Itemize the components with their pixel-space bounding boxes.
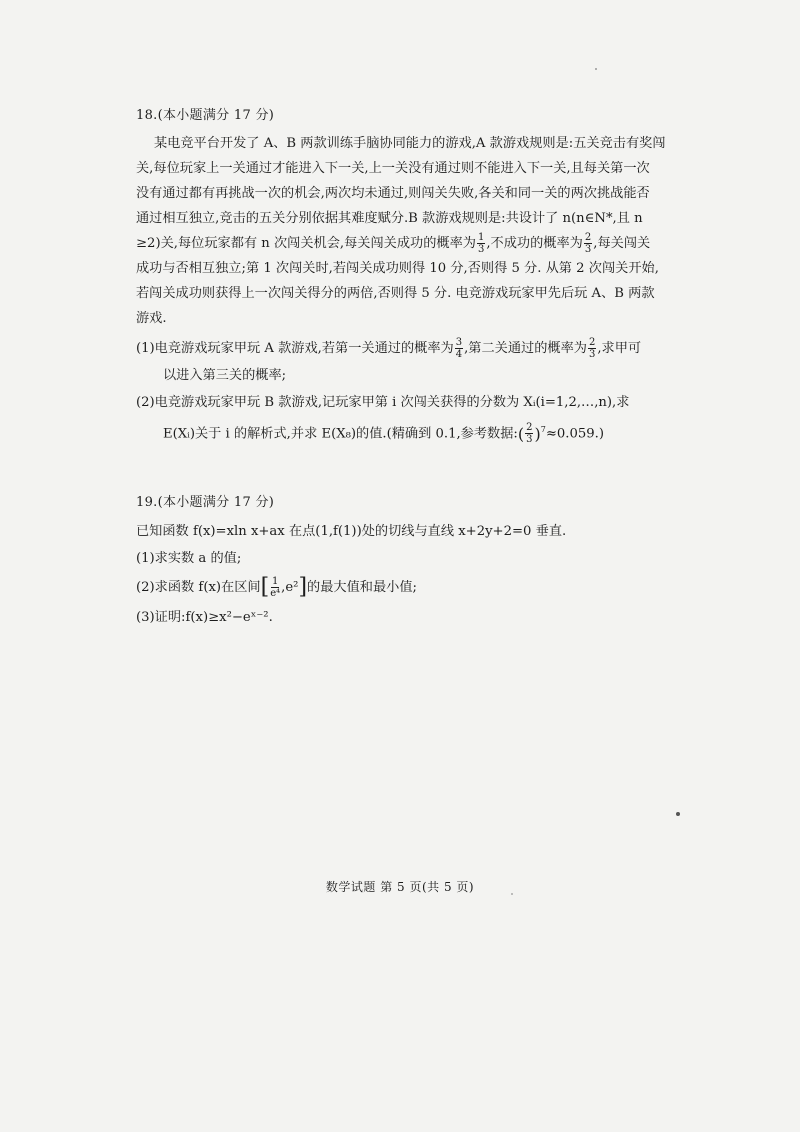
fraction: $\frac{1}{3}$ bbox=[477, 232, 485, 255]
problem-19-stem: 已知函数 f(x)=xln x+ax 在点(1,f(1))处的切线与直线 x+2y+2=0 垂直. bbox=[136, 524, 567, 539]
problem-18-stem: 某电竞平台开发了 A、B 两款训练手脑协同能力的游戏,A 款游戏规则是:五关竞击有奖闯 关,每位玩家上一关通过才能进入下一关,上一关没有通过则不能进入下一关,且每关第一次 没有通过都有再挑战一次的机会,两次均未通过,则闯关失败,各关和同一关的两次挑战能否 通过相互独立,竞击的五关分别依据其难度赋分.B 款游戏规则是:共设计了 n(n∈N*,且 n ≥2)关,每位玩家都有 n 次闯关机会,每关闯关成功的概率为 $\frac{1}{3}$ ,不成功的概率为 $\frac{2}{3}$ ,每关闯关 成功与否相互独立;第 1 次闯关时,若闯关成功则得 10 分,否则得 5 分. 从第 2 次闯关开始, 若闯关成功则获得上一次闯关得分的两倍,否则得 5 分. 电竞游戏玩家甲先后玩 A、B 两款 游戏. bbox=[136, 136, 666, 326]
page-footer: 数学试题 第 5 页(共 5 页) bbox=[325, 880, 475, 894]
problem-19-question-1: (1)求实数 a 的值; bbox=[136, 551, 242, 566]
fraction: $\frac{3}{4}$ bbox=[455, 337, 463, 360]
fraction: $\frac{2}{3}$ bbox=[526, 422, 533, 446]
problem-18-question-1: (1)电竞游戏玩家甲玩 A 款游戏,若第一关通过的概率为 $\frac{3}{4}$ ,第二关通过的概率为 $\frac{2}{3}$ ,求甲可 以进入第三关的概率; bbox=[136, 337, 642, 383]
problem-19-header: 19.(本小题满分 17 分) bbox=[136, 495, 275, 510]
problem-19-question-2: (2)求函数 f(x)在区间[ $\frac{1}{\text{e⁴}}$ ,e²]的最大值和最小值; bbox=[136, 574, 417, 600]
problem-19-question-3: (3)证明:f(x)≥x²−eˣ⁻². bbox=[136, 610, 273, 625]
problem-18 bbox=[136, 104, 696, 447]
scan-speck bbox=[676, 812, 680, 816]
scan-speck bbox=[595, 68, 597, 70]
problem-19 bbox=[136, 491, 696, 631]
fraction: $\frac{2}{3}$ bbox=[588, 337, 596, 360]
fraction: $\frac{1}{\text{e⁴}}$ bbox=[270, 576, 281, 599]
scan-speck bbox=[511, 893, 513, 895]
problem-18-header: 18.(本小题满分 17 分) bbox=[136, 108, 275, 123]
fraction: $\frac{2}{3}$ bbox=[584, 232, 592, 255]
problem-18-question-2: (2)电竞游戏玩家甲玩 B 款游戏,记玩家甲第 i 次闯关获得的分数为 Xᵢ(i=1,2,…,n),求 E(Xᵢ)关于 i 的解析式,并求 E(X₈)的值.(精确到 0.1,参考数据:( $\frac{2}{3}$ )$^7$≈0.059.) bbox=[136, 395, 630, 446]
